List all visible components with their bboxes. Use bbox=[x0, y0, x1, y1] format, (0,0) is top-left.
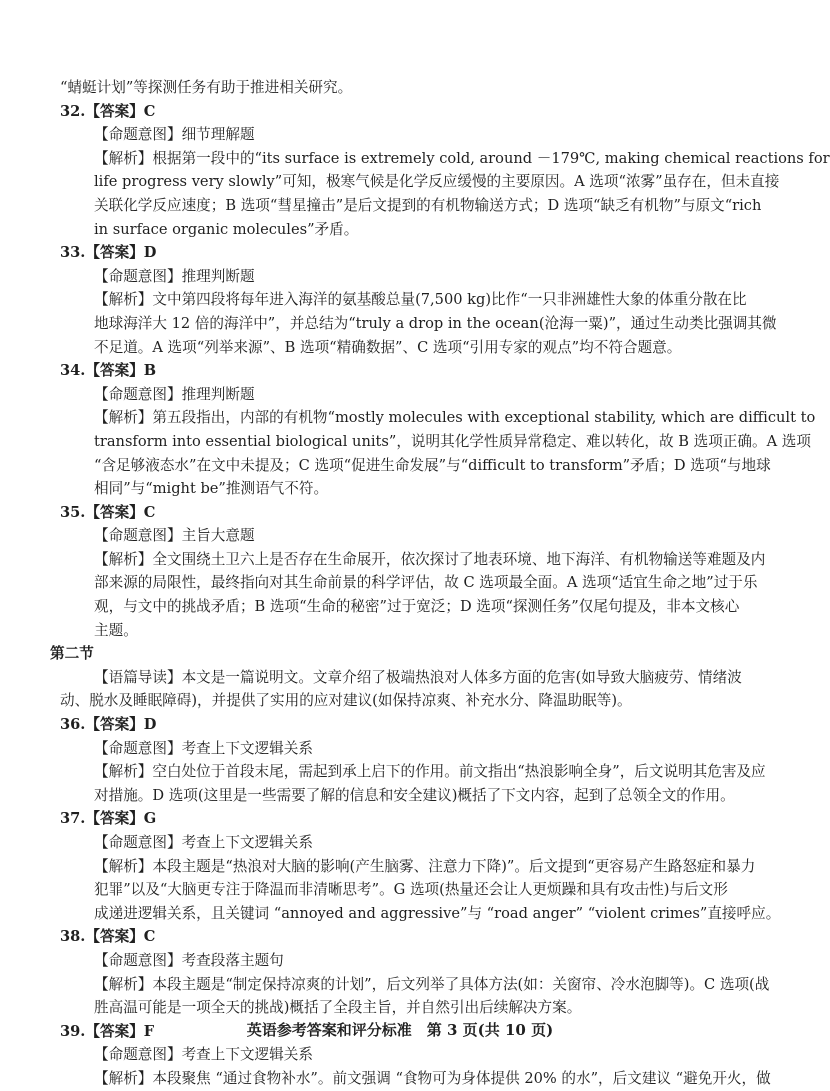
analysis-32: 【解析】根据第一段中的“its surface is extremely cold, around －179℃, making chemical reactions for bbox=[94, 149, 830, 167]
answer-34: 34.【答案】B bbox=[60, 362, 157, 380]
section-heading: 第二节 bbox=[50, 645, 94, 663]
answer-33: 33.【答案】D bbox=[60, 244, 157, 262]
text-line: 部来源的局限性，最终指向对其生命前景的科学评估，故 C 选项最全面。A 选项“适宜生命之地”过于乐 bbox=[94, 574, 758, 592]
intent-37: 【命题意图】考查上下文逻辑关系 bbox=[94, 834, 313, 851]
text-line: “蜻蜓计划”等探测任务有助于推进相关研究。 bbox=[60, 79, 353, 96]
text-line: 胜高温可能是一项全天的挑战)概括了全段主旨，并自然引出后续解决方案。 bbox=[94, 999, 582, 1017]
text-line: 主题。 bbox=[94, 621, 138, 639]
text-line: 犯罪”以及“大脑更专注于降温而非清晰思考”。G 选项(热量还会让人更烦躁和具有攻击性)与后文形 bbox=[94, 881, 728, 899]
analysis-37: 【解析】本段主题是“热浪对大脑的影响(产生脑雾、注意力下降)”。后文提到“更容易产生路怒症和暴力 bbox=[94, 857, 756, 875]
answer-32: 32.【答案】C bbox=[60, 102, 156, 120]
answer-39: 39.【答案】F bbox=[60, 1022, 155, 1040]
intent-38: 【命题意图】考查段落主题句 bbox=[94, 951, 284, 969]
analysis-34: 【解析】第五段指出，内部的有机物“mostly molecules with exceptional stability, which are difficult to bbox=[94, 409, 816, 427]
text-line: “含足够液态水”在文中未提及；C 选项“促进生命发展”与“difficult to transform”矛盾；D 选项“与地球 bbox=[94, 456, 771, 474]
analysis-39: 【解析】本段聚焦 “通过食物补水”。前文强调 “食物可为身体提供 20% 的水”，后文建议 “避免开火，做 bbox=[94, 1069, 771, 1087]
text-line: life progress very slowly”可知，极寒气候是化学反应缓慢的主要原因。A 选项“浓雾”虽存在，但未直接 bbox=[94, 173, 780, 191]
answer-36: 36.【答案】D bbox=[60, 716, 157, 734]
text-line: 对措施。D 选项(这里是一些需要了解的信息和安全建议)概括了下文内容，起到了总领全文的作用。 bbox=[94, 786, 735, 804]
text-line: 动、脱水及睡眠障碍)，并提供了实用的应对建议(如保持凉爽、补充水分、降温助眠等)。 bbox=[60, 692, 632, 710]
intent-36: 【命题意图】考查上下文逻辑关系 bbox=[94, 739, 313, 757]
text-line: 不足道。A 选项“列举来源”、B 选项“精确数据”、C 选项“引用专家的观点”均不符合题意。 bbox=[94, 338, 682, 356]
text-line: 相同”与“might be”推测语气不符。 bbox=[94, 480, 329, 498]
intent-35: 【命题意图】主旨大意题 bbox=[94, 527, 255, 545]
answer-37: 37.【答案】G bbox=[60, 810, 157, 828]
intent-32: 【命题意图】细节理解题 bbox=[94, 126, 255, 144]
intent-39: 【命题意图】考查上下文逻辑关系 bbox=[94, 1046, 313, 1064]
text-line: 成递进逻辑关系，且关键词 “annoyed and aggressive”与 “road anger” “violent crimes”直接呼应。 bbox=[94, 904, 781, 922]
text-line: in surface organic molecules”矛盾。 bbox=[94, 220, 359, 238]
analysis-36: 【解析】空白处位于首段末尾，需起到承上启下的作用。前文指出“热浪影响全身”，后文说明其危害及应 bbox=[94, 763, 766, 781]
passage-guide: 【语篇导读】本文是一篇说明文。文章介绍了极端热浪对人体多方面的危害(如导致大脑疲劳、情绪波 bbox=[94, 668, 742, 686]
answer-35: 35.【答案】C bbox=[60, 503, 156, 521]
analysis-35: 【解析】全文围绕土卫六上是否存在生命展开，依次探讨了地表环境、地下海洋、有机物输送等难题及内 bbox=[94, 550, 766, 568]
intent-34: 【命题意图】推理判断题 bbox=[94, 385, 255, 403]
text-line: 地球海洋大 12 倍的海洋中”，并总结为“truly a drop in the ocean(沧海一粟)”，通过生动类比强调其微 bbox=[94, 314, 777, 332]
analysis-38: 【解析】本段主题是“制定保持凉爽的计划”，后文列举了具体方法(如：关窗帘、冷水泡脚等)。C 选项(战 bbox=[94, 975, 770, 993]
intent-33: 【命题意图】推理判断题 bbox=[94, 267, 255, 285]
text-line: 关联化学反应速度；B 选项“彗星撞击”是后文提到的有机物输送方式；D 选项“缺乏有机物”与原文“rich bbox=[94, 196, 762, 214]
page-footer: 英语参考答案和评分标准 第 3 页(共 10 页) bbox=[246, 1021, 554, 1039]
text-line: transform into essential biological units”，说明其化学性质异常稳定、难以转化，故 B 选项正确。A 选项 bbox=[94, 432, 811, 450]
answer-38: 38.【答案】C bbox=[60, 928, 156, 946]
analysis-33: 【解析】文中第四段将每年进入海洋的氨基酸总量(7,500 kg)比作“一只非洲雄性大象的体重分散在比 bbox=[94, 291, 747, 309]
text-line: 观，与文中的挑战矛盾；B 选项“生命的秘密”过于宽泛；D 选项“探测任务”仅尾句提及，非本文核心 bbox=[94, 598, 740, 616]
